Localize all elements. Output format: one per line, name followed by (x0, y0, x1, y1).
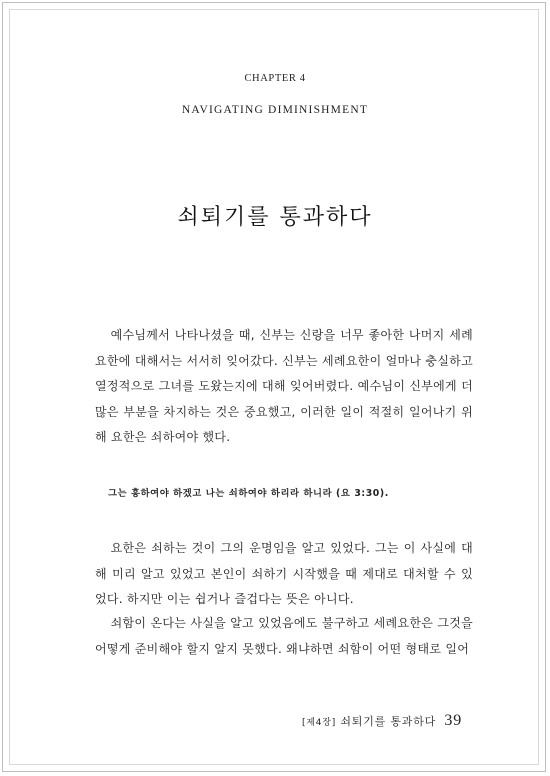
footer-running-title: 쇠퇴기를 통과하다 (340, 715, 437, 728)
page-number: 39 (444, 712, 462, 729)
body-paragraph-3: 쇠함이 온다는 사실을 알고 있었음에도 불구하고 세례요한은 그것을 어떻게 준비해야 할지 알지 못했다. 왜냐하면 쇠함이 어떤 형태로 일어 (95, 616, 473, 656)
body-paragraph-2: 요한은 쇠하는 것이 그의 운명임을 알고 있었다. 그는 이 사실에 대해 미리 알고 있었고 본인이 쇠하기 시작했을 때 제대로 대처할 수 있었다. 하지만 이는 쉽거나 즐겁다는 뜻은 아니다. (95, 541, 473, 606)
page-footer (302, 712, 462, 730)
body-paragraph-1: 예수님께서 나타나셨을 때, 신부는 신랑을 너무 좋아한 나머지 세례 요한에 대해서는 서서히 잊어갔다. 신부는 세례요한이 얼마나 충실하고 열정적으로 그녀를 도왔는지에 대해 잊어버렸다. 예수님이 신부에게 더 많은 부분을 차지하는 것은 중요했고, 이러한 일이 적절히 일어나기 위해 요한은 쇠하여야 했다. (95, 328, 473, 444)
scripture-quote: 그는 흥하여야 하겠고 나는 쇠하여야 하리라 하니라 (요 3:30). (108, 488, 389, 499)
chapter-label: CHAPTER 4 (244, 73, 306, 84)
chapter-korean-title: 쇠퇴기를 통과하다 (177, 205, 373, 230)
chapter-english-title: NAVIGATING DIMINISHMENT (181, 104, 369, 116)
footer-chapter-tag: [제4장] (301, 718, 337, 728)
